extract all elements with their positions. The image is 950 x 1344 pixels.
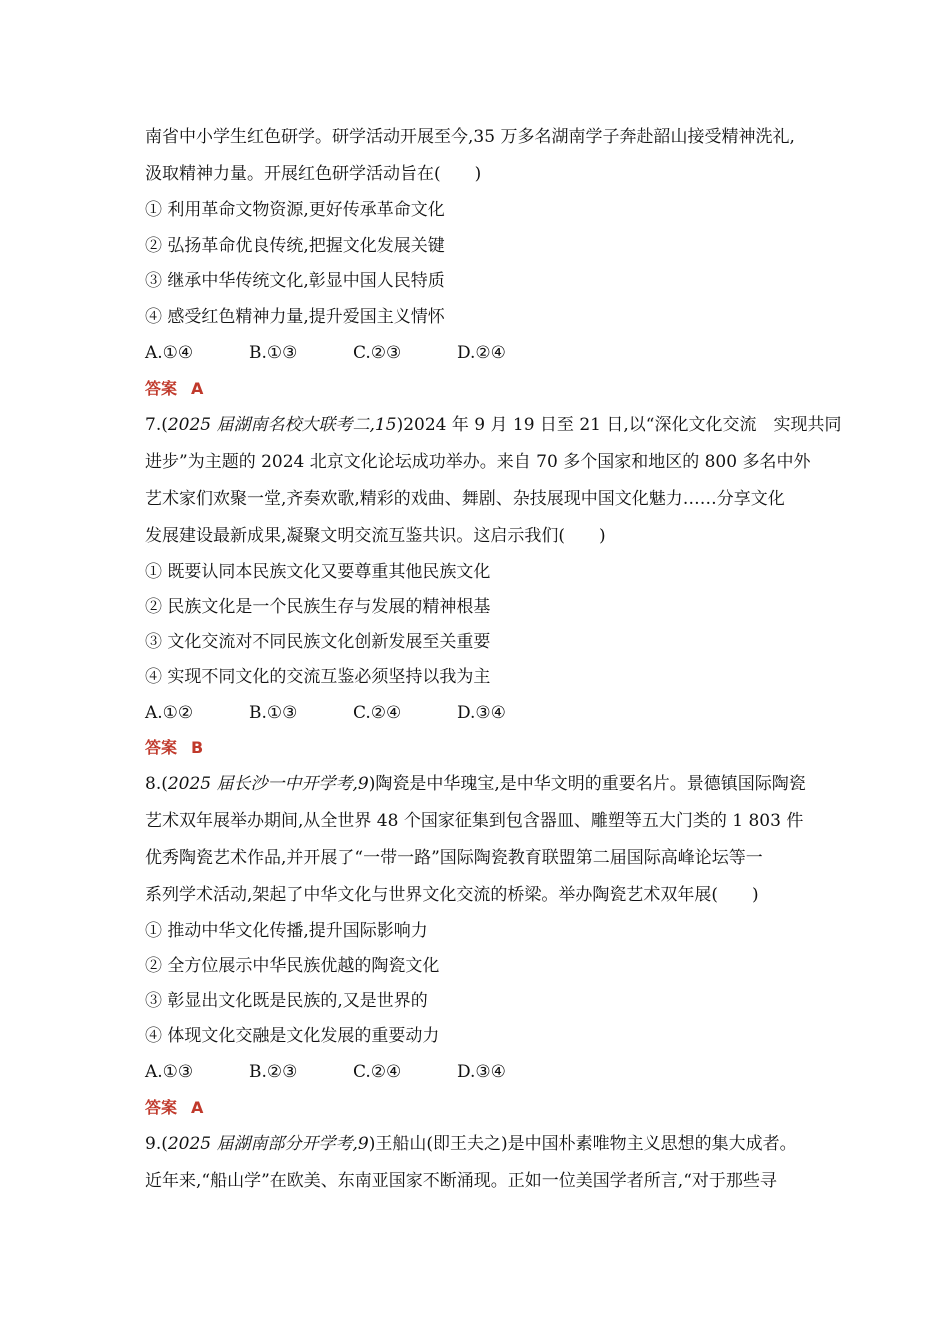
q7-stem-start: )2024 年 9 月 19 日至 21 日,以“深化文化交流 实现共同 — [396, 415, 842, 435]
q6-option-2: ② 弘扬革命优良传统,把握文化发展关键 — [145, 236, 445, 256]
q7-option-1: ① 既要认同本民族文化又要尊重其他民族文化 — [145, 562, 491, 582]
q7-answer-label: 答案 — [145, 738, 178, 757]
q8-source: 2025 届长沙一中开学考,9 — [167, 774, 369, 794]
q8-answer-label: 答案 — [145, 1098, 178, 1117]
q8-option-3: ③ 彰显出文化既是民族的,又是世界的 — [145, 991, 428, 1011]
q6-option-4: ④ 感受红色精神力量,提升爱国主义情怀 — [145, 307, 445, 327]
q7-choice-c: C.②④ — [353, 703, 402, 723]
q7-stem-line-2: 进步”为主题的 2024 北京文化论坛成功举办。来自 70 多个国家和地区的 800 多名中外 — [145, 452, 811, 472]
q8-choice-b: B.②③ — [249, 1062, 298, 1082]
q8-choice-a: A.①③ — [145, 1062, 194, 1082]
q9-number: 9.( — [145, 1134, 168, 1154]
q6-choices — [145, 342, 815, 364]
q6-stem-line-2: 汲取精神力量。开展红色研学活动旨在( ) — [145, 164, 482, 184]
q8-choices — [145, 1061, 815, 1083]
q8-answer — [145, 1097, 815, 1119]
q6-stem-line-1: 南省中小学生红色研学。研学活动开展至今,35 万多名湖南学子奔赴韶山接受精神洗礼, — [145, 127, 795, 147]
q8-option-4: ④ 体现文化交融是文化发展的重要动力 — [145, 1026, 440, 1046]
q6-answer-label: 答案 — [145, 379, 178, 398]
q8-stem-line-4: 系列学术活动,架起了中华文化与世界文化交流的桥梁。举办陶瓷艺术双年展( ) — [145, 885, 759, 905]
q7-option-3: ③ 文化交流对不同民族文化创新发展至关重要 — [145, 632, 491, 652]
q8-number: 8.( — [145, 774, 168, 794]
q7-answer-value: B — [191, 738, 204, 757]
q8-stem-line-1 — [145, 773, 815, 795]
q6-choice-d: D.②④ — [457, 343, 506, 363]
q7-choices — [145, 702, 815, 724]
q6-choice-a: A.①④ — [145, 343, 194, 363]
q8-stem-start: )陶瓷是中华瑰宝,是中华文明的重要名片。景德镇国际陶瓷 — [368, 774, 806, 794]
q8-stem-line-2: 艺术双年展举办期间,从全世界 48 个国家征集到包含器皿、雕塑等五大门类的 1 803 件 — [145, 811, 804, 831]
q8-choice-c: C.②④ — [353, 1062, 402, 1082]
q6-answer — [145, 378, 815, 400]
q7-option-4: ④ 实现不同文化的交流互鉴必须坚持以我为主 — [145, 667, 491, 687]
q6-answer-value: A — [191, 379, 204, 398]
q6-option-3: ③ 继承中华传统文化,彰显中国人民特质 — [145, 271, 445, 291]
q6-option-1: ① 利用革命文物资源,更好传承革命文化 — [145, 200, 445, 220]
q7-choice-d: D.③④ — [457, 703, 506, 723]
q7-option-2: ② 民族文化是一个民族生存与发展的精神根基 — [145, 597, 491, 617]
q8-option-2: ② 全方位展示中华民族优越的陶瓷文化 — [145, 956, 440, 976]
q7-choice-b: B.①③ — [249, 703, 298, 723]
q8-option-1: ① 推动中华文化传播,提升国际影响力 — [145, 921, 428, 941]
q6-choice-c: C.②③ — [353, 343, 402, 363]
q8-choice-d: D.③④ — [457, 1062, 506, 1082]
q7-source: 2025 届湖南名校大联考二,15 — [167, 415, 397, 435]
q9-source: 2025 届湖南部分开学考,9 — [167, 1134, 369, 1154]
q9-stem-start: )王船山(即王夫之)是中国朴素唯物主义思想的集大成者。 — [368, 1134, 797, 1154]
q8-answer-value: A — [191, 1098, 204, 1117]
q7-answer — [145, 737, 815, 759]
q8-stem-line-3: 优秀陶瓷艺术作品,并开展了“一带一路”国际陶瓷教育联盟第二届国际高峰论坛等一 — [145, 848, 763, 868]
q7-choice-a: A.①② — [145, 703, 194, 723]
q9-stem-line-1 — [145, 1133, 815, 1155]
q6-choice-b: B.①③ — [249, 343, 298, 363]
q7-stem-line-4: 发展建设最新成果,凝聚文明交流互鉴共识。这启示我们( ) — [145, 526, 606, 546]
q7-stem-line-1 — [145, 414, 842, 436]
q9-stem-line-2: 近年来,“船山学”在欧美、东南亚国家不断涌现。正如一位美国学者所言,“对于那些寻 — [145, 1171, 777, 1191]
q7-stem-line-3: 艺术家们欢聚一堂,齐奏欢歌,精彩的戏曲、舞剧、杂技展现中国文化魅力……分享文化 — [145, 489, 785, 509]
q7-number: 7.( — [145, 415, 168, 435]
